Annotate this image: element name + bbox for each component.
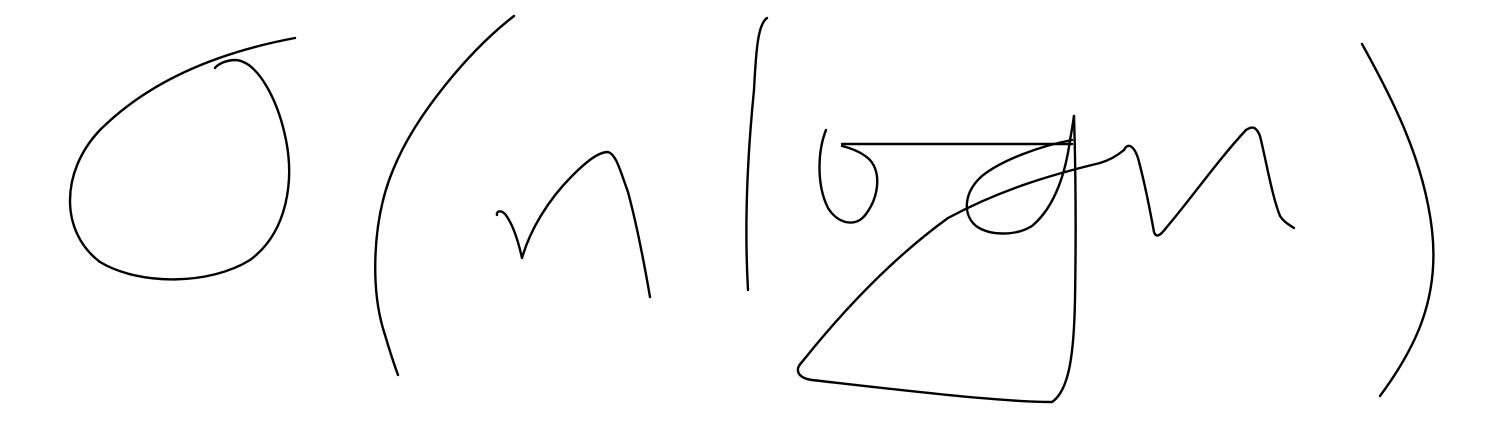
stroke-letter-l xyxy=(746,18,767,290)
stroke-letter-g-tail xyxy=(798,116,1124,402)
stroke-letter-o xyxy=(70,38,295,279)
stroke-letter-n xyxy=(497,152,650,297)
stroke-letter-n-second xyxy=(1124,128,1294,236)
stroke-open-paren xyxy=(375,16,514,375)
stroke-close-paren xyxy=(1362,44,1433,396)
